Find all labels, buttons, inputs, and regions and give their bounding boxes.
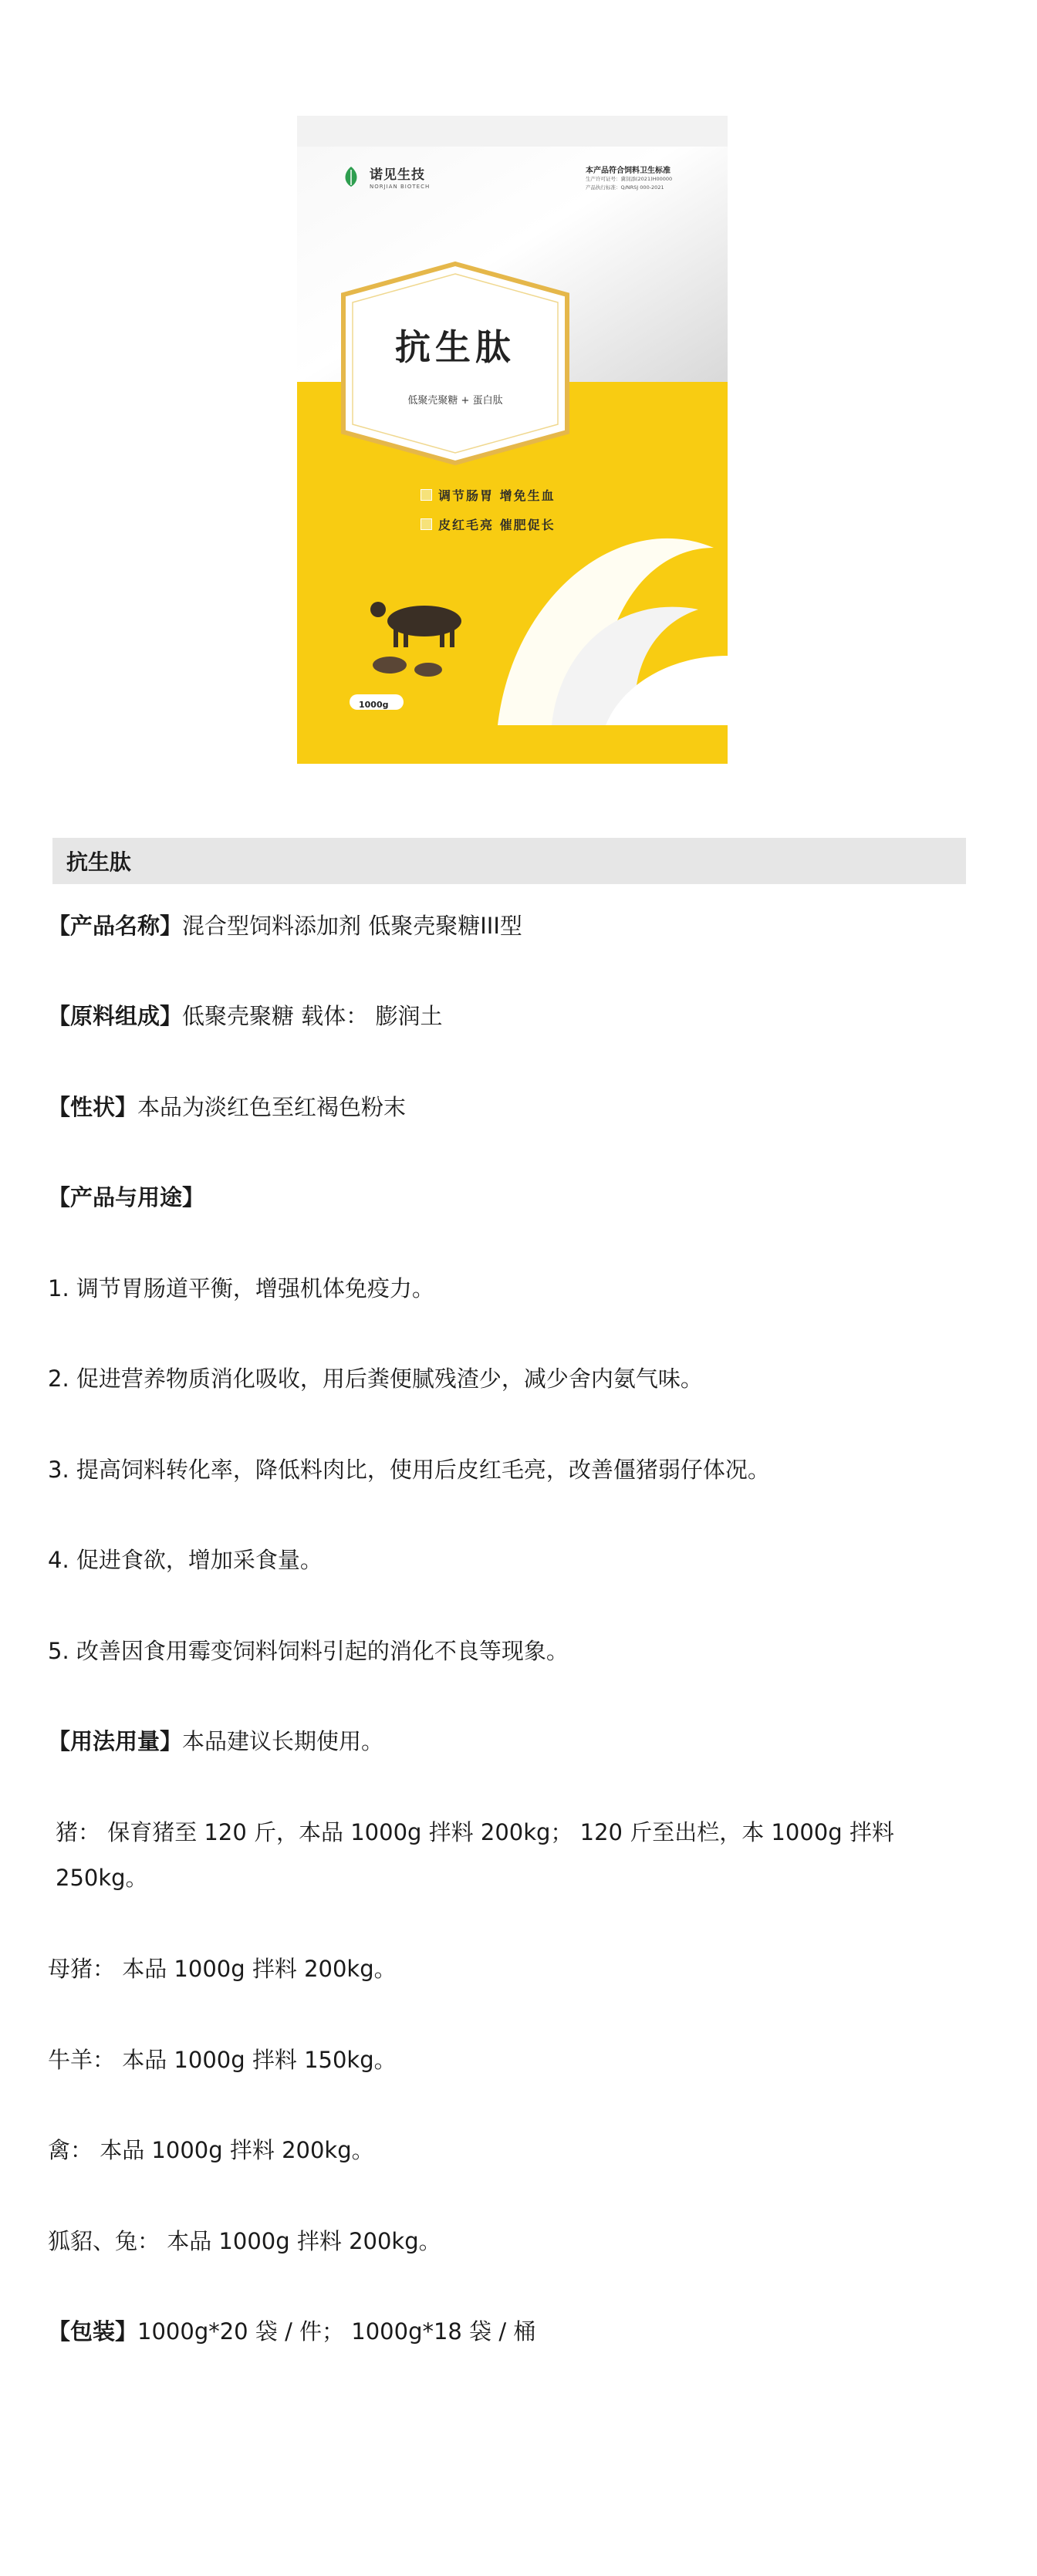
dosage-fox-rabbit: 狐貂、兔： 本品 1000g 拌料 200kg。 [48,2228,441,2254]
traits-value: 本品为淡红色至红褐色粉末 [137,1094,407,1120]
dosage-label: 【用法用量】 [48,1728,183,1754]
use-item: 5. 改善因食用霉变饲料饲料引起的消化不良等现象。 [48,1638,569,1664]
use-item: 1. 调节胃肠道平衡，增强机体免疫力。 [48,1275,434,1302]
standard-line: 产品执行标准：Q/NRSJ 000-2021 [586,184,664,191]
feature-text: 皮红毛亮 催肥促长 [438,518,556,532]
use-item: 4. 促进食欲，增加采食量。 [48,1547,323,1573]
product-bag-graphic [297,116,728,764]
standard-line: 生产许可证号：冀饲添(2021)H00000 [586,176,673,182]
standard-block [586,164,686,192]
product-name-value: 混合型饲料添加剂 低聚壳聚糖III型 [182,913,522,939]
bag-title: 抗生肽 [395,326,515,368]
dosage-cattle: 牛羊： 本品 1000g 拌料 150kg。 [48,2047,397,2073]
uses-label: 【产品与用途】 [48,1184,205,1210]
product-name-row [48,910,522,941]
dosage-pig: 猪： 保育猪至 120 斤，本品 1000g 拌料 200kg； 120 斤至出栏，本 1000g 拌料 250kg。 [56,1819,894,1891]
dosage-poultry: 禽： 本品 1000g 拌料 200kg。 [48,2137,374,2163]
feature-text: 调节肠胃 增免生血 [438,488,556,503]
composition-value: 低聚壳聚糖 载体： 膨润土 [182,1003,443,1029]
brand-name-en: NORJIAN BIOTECH [370,184,431,190]
use-item: 2. 促进营养物质消化吸收，用后粪便腻残渣少，减少舍内氨气味。 [48,1366,703,1392]
traits-row [48,1092,406,1123]
traits-label: 【性状】 [48,1094,138,1120]
leaf-icon [340,165,362,188]
bullet-icon [421,489,432,501]
uses-heading-row [48,1182,204,1213]
dosage-row [48,1726,383,1757]
product-image [297,116,728,764]
package-value: 1000g*20 袋 / 件； 1000g*18 袋 / 桶 [137,2318,536,2345]
feature-line [421,486,556,504]
section-title-bar [52,838,966,884]
weight-label: 1000g [359,700,389,710]
dosage-value: 本品建议长期使用。 [182,1728,384,1754]
section-title: 抗生肽 [66,849,132,875]
dosage-sow: 母猪： 本品 1000g 拌料 200kg。 [48,1956,397,1982]
composition-row [48,1001,442,1031]
composition-label: 【原料组成】 [48,1003,183,1029]
brand-logo [340,164,430,190]
package-label: 【包装】 [48,2318,138,2345]
bullet-icon [421,518,432,530]
use-item: 3. 提高饲料转化率，降低料肉比，使用后皮红毛亮，改善僵猪弱仔体况。 [48,1457,770,1483]
brand-name-cn: 诺见生技 [370,167,425,183]
package-row [48,2316,535,2347]
feature-line [421,515,556,533]
bag-subtitle: 低聚壳聚糖 + 蛋白肽 [407,395,503,407]
product-name-label: 【产品名称】 [48,913,183,939]
standard-title: 本产品符合饲料卫生标准 [586,167,671,175]
